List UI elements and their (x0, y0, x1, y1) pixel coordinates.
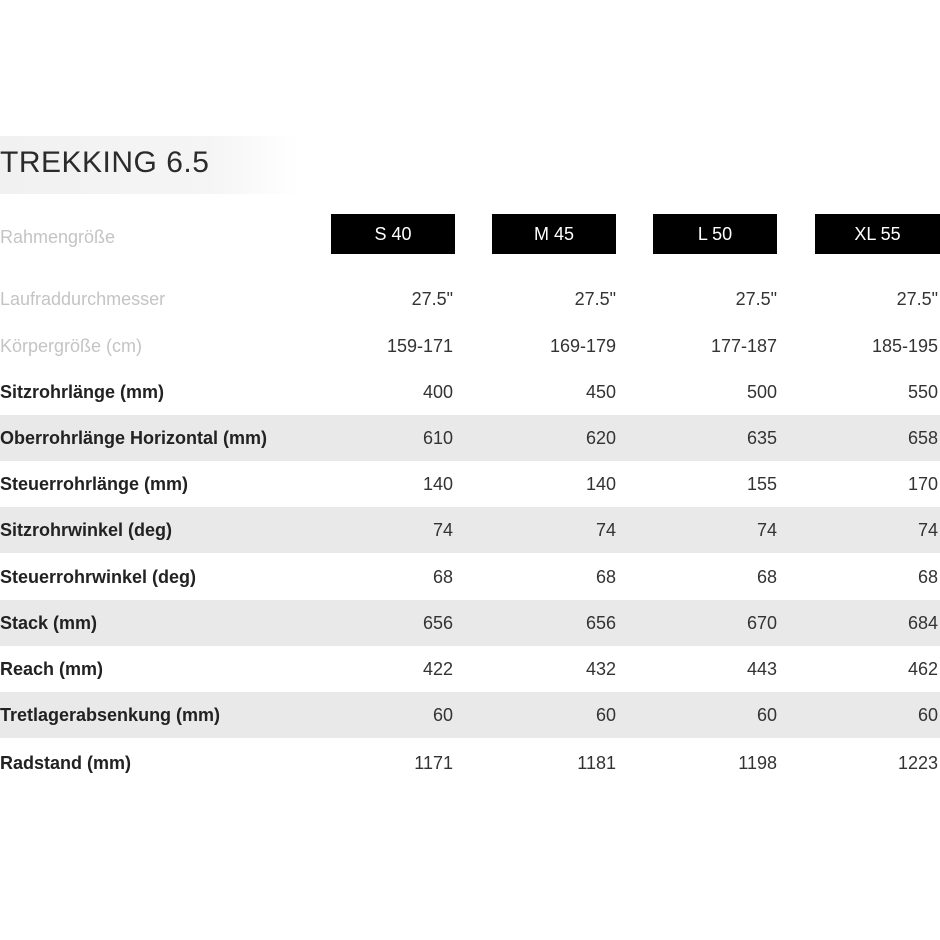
cell-value: 550 (907, 382, 938, 402)
page-title: TREKKING 6.5 (0, 146, 210, 179)
cell-value: 684 (907, 613, 938, 633)
row-label: Sitzrohrlänge (mm) (0, 382, 165, 402)
cell-value: 443 (746, 659, 777, 679)
cell-value: 159-171 (386, 336, 453, 356)
table-row (0, 276, 940, 322)
cell-value: 68 (595, 567, 616, 587)
header-label: Rahmengröße (0, 227, 116, 247)
cell-value: 656 (585, 613, 616, 633)
cell-value: 1181 (577, 753, 616, 773)
cell-value: 658 (907, 428, 938, 448)
cell-value: 27.5" (735, 289, 777, 309)
cell-value: 635 (746, 428, 777, 448)
cell-value: 68 (432, 567, 453, 587)
cell-value: 74 (432, 520, 453, 540)
row-label: Sitzrohrwinkel (deg) (0, 520, 173, 540)
cell-value: 27.5" (411, 289, 453, 309)
cell-value: 140 (585, 474, 616, 494)
row-label: Steuerrohrlänge (mm) (0, 474, 189, 494)
cell-value: 169-179 (549, 336, 616, 356)
size-badge-s: S 40 (331, 214, 455, 254)
table-row (0, 600, 940, 646)
cell-value: 68 (756, 567, 777, 587)
cell-value: 74 (756, 520, 777, 540)
cell-value: 185-195 (871, 336, 938, 356)
size-badge-xl: XL 55 (815, 214, 940, 254)
cell-value: 620 (585, 428, 616, 448)
cell-value: 450 (585, 382, 616, 402)
row-label: Tretlagerabsenkung (mm) (0, 705, 221, 725)
cell-value: 1223 (897, 753, 938, 773)
cell-value: 27.5" (574, 289, 616, 309)
cell-value: 74 (595, 520, 616, 540)
size-badge-l: L 50 (653, 214, 777, 254)
row-label: Reach (mm) (0, 659, 104, 679)
cell-value: 60 (595, 705, 616, 725)
row-label: Radstand (mm) (0, 753, 132, 773)
cell-value: 1198 (738, 753, 777, 773)
table-row (0, 369, 940, 415)
table-row (0, 646, 940, 692)
cell-value: 610 (422, 428, 453, 448)
cell-value: 177-187 (710, 336, 777, 356)
cell-value: 155 (746, 474, 777, 494)
cell-value: 500 (746, 382, 777, 402)
table-row (0, 507, 940, 553)
cell-value: 60 (917, 705, 938, 725)
table-row (0, 554, 940, 600)
table-row (0, 740, 940, 786)
cell-value: 68 (917, 567, 938, 587)
row-label: Steuerrohrwinkel (deg) (0, 567, 197, 587)
table-row (0, 323, 940, 369)
cell-value: 400 (422, 382, 453, 402)
cell-value: 27.5" (896, 289, 938, 309)
size-badge-m: M 45 (492, 214, 616, 254)
cell-value: 74 (917, 520, 938, 540)
cell-value: 60 (756, 705, 777, 725)
row-label: Oberrohrlänge Horizontal (mm) (0, 428, 268, 448)
cell-value: 60 (432, 705, 453, 725)
cell-value: 170 (907, 474, 938, 494)
row-label: Stack (mm) (0, 613, 98, 633)
row-label: Körpergröße (cm) (0, 336, 143, 356)
cell-value: 422 (422, 659, 453, 679)
table-row (0, 415, 940, 461)
cell-value: 462 (907, 659, 938, 679)
table-row (0, 461, 940, 507)
table-row (0, 692, 940, 738)
cell-value: 656 (422, 613, 453, 633)
header-row (0, 214, 940, 260)
cell-value: 1171 (414, 753, 453, 773)
cell-value: 670 (746, 613, 777, 633)
cell-value: 140 (422, 474, 453, 494)
row-label: Laufraddurchmesser (0, 289, 166, 309)
cell-value: 432 (585, 659, 616, 679)
